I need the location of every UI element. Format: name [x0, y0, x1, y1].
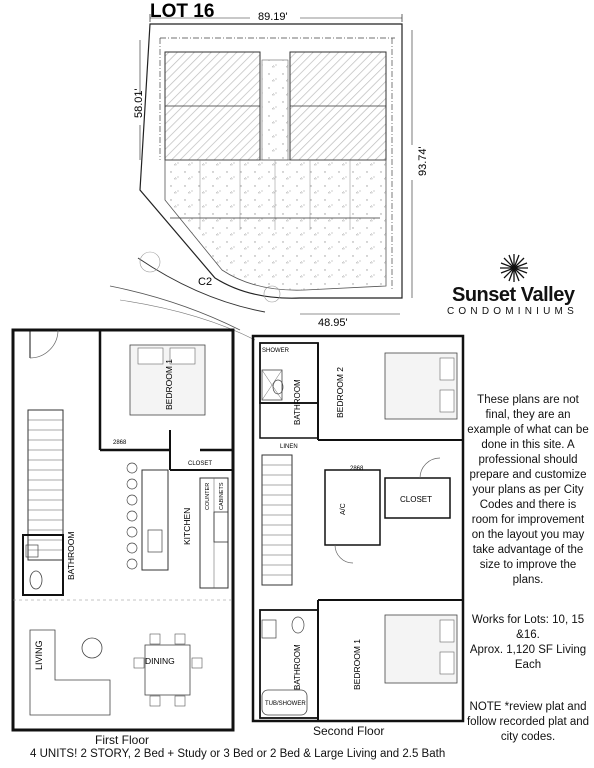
ff-living-label: LIVING [34, 640, 44, 670]
sf-linen-label: LINEN [280, 444, 298, 450]
brand-name: Sunset Valley [452, 284, 575, 306]
ff-door-size: 2868 [113, 440, 127, 446]
sf-shower-label: SHOWER [262, 348, 289, 354]
brand-subtitle: CONDOMINIUMS [447, 306, 578, 317]
dim-bottom: 48.95' [318, 317, 348, 329]
site-plan [110, 1, 429, 340]
second-floor-caption: Second Floor [313, 724, 385, 738]
ff-kitchen-label: KITCHEN [182, 507, 192, 545]
ff-counter-label: COUNTER [205, 482, 211, 510]
first-floor-plan [13, 330, 233, 730]
lots-note: Works for Lots: 10, 15 &16. [471, 614, 585, 641]
ff-closet-label: CLOSET [188, 461, 213, 467]
disclaimer-note: These plans are not final, they are an example of what can be done in this site. A professional should prepare and customize your plans as per City Codes and there is room for improvement on the layout you may take advantage of the size to improve the plans. [467, 394, 589, 586]
sf-bathroom-bottom-label: BATHROOM [293, 644, 302, 690]
dim-right: 93.74' [417, 146, 429, 176]
sf-bathroom-top-label: BATHROOM [293, 379, 302, 425]
first-floor-caption: First Floor [95, 733, 149, 747]
ff-bathroom-label: BATHROOM [66, 531, 76, 580]
ff-dining-label: DINING [145, 656, 175, 666]
sf-ac-label: A/C [340, 503, 347, 515]
dim-top: 89.19' [258, 11, 288, 23]
sf-bedroom1-label: BEDROOM 1 [352, 638, 362, 690]
sf-bedroom2-label: BEDROOM 2 [335, 366, 345, 418]
second-floor-plan [253, 336, 463, 721]
dim-left: 58.01' [133, 88, 145, 118]
ff-bedroom-label: BEDROOM 1 [164, 358, 174, 410]
sqft-note: Aprox. 1,120 SF Living Each [469, 644, 587, 671]
sf-tub-label: TUB/SHOWER [265, 701, 306, 707]
review-note: NOTE *review plat and follow recorded plat and city codes. [466, 701, 590, 743]
lot-title: LOT 16 [150, 1, 215, 22]
sf-door-size: 2868 [350, 466, 364, 472]
sunburst-icon [500, 254, 528, 282]
footer-summary: 4 UNITS! 2 STORY, 2 Bed + Study or 3 Bed or 2 Bed & Large Living and 2.5 Bath [30, 748, 446, 760]
ff-cabinets-label: CABINETS [219, 482, 225, 510]
curve-label: C2 [198, 276, 213, 288]
sf-closet-label: CLOSET [400, 495, 433, 504]
